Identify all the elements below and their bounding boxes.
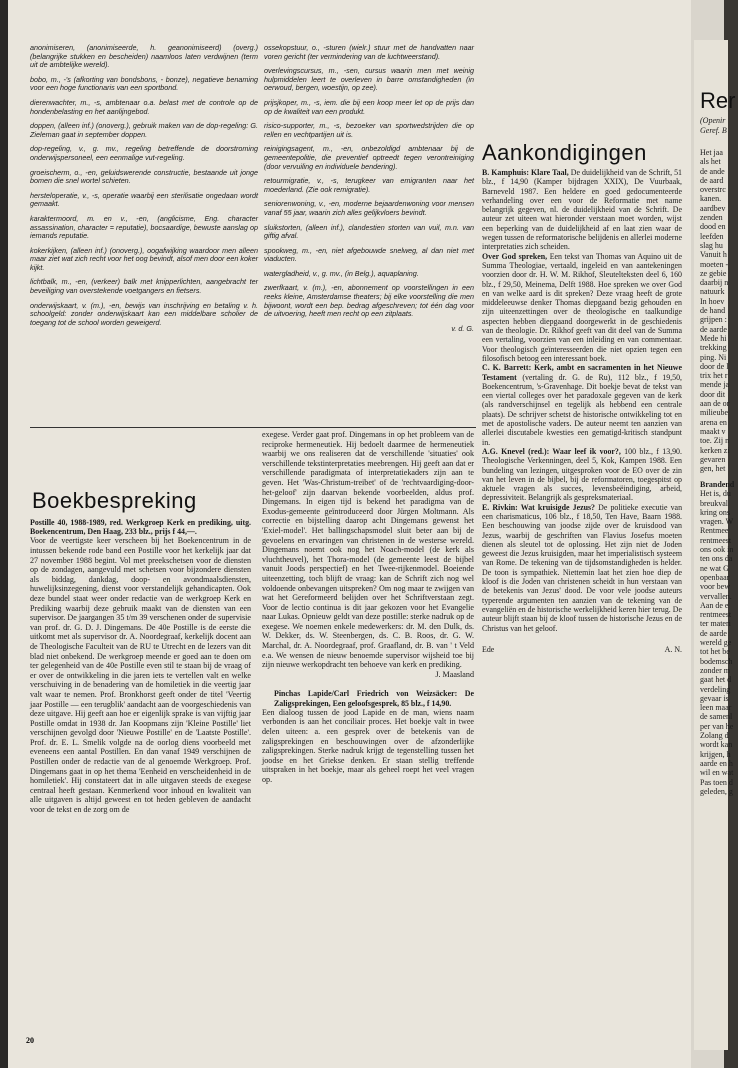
adjacent-text-line: ter materi (700, 619, 731, 629)
glossary-entry: doppen, (alleen inf.) (onoverg.), gebruik maken van de dop-regeling: G. Zieleman gaat in september doppen. (30, 121, 258, 139)
boekbespreking-column-2 (262, 430, 474, 785)
scan-edge-left (0, 0, 8, 1068)
glossary-entry: dop-regeling, v., g. mv., regeling betreffende de doorstroming onderwijspersoneel, een eenmalige vut-regeling. (30, 144, 258, 162)
adjacent-text-line: kanen. (700, 194, 722, 204)
adjacent-text-line: natuurk (700, 287, 725, 297)
adjacent-text-line: gevaren (700, 454, 726, 464)
adjacent-text-line: gen, het (700, 464, 726, 474)
adjacent-text-line: Vanuit h (700, 250, 727, 260)
adjacent-text-line: breukval (700, 498, 728, 508)
announcement-title: A.G. Knevel (red.): Waar leef ik voor?, (482, 446, 621, 456)
adjacent-text-line: wereld ge (700, 638, 732, 648)
adjacent-text-line: zonder m (700, 665, 730, 675)
adjacent-text-line: voor bew (700, 582, 730, 592)
adjacent-heading: Rer (700, 88, 736, 113)
adjacent-text-line: kerken zi (700, 445, 730, 455)
glossary-entry: sluikstorten, (alleen inf.), clandestien storten van vuil, m.n. van giftig afval. (264, 222, 474, 241)
adjacent-text-line: mende ja (700, 380, 730, 390)
glossary-column-left (30, 44, 258, 333)
adjacent-text-line: trekking (700, 343, 727, 353)
adjacent-text-line: Mede hi (700, 333, 727, 343)
lapide-lead: Pinchas Lapide/Carl Friedrich von Weizsäcker: De Zaligsprekingen, Een geloofsgesprek, 85 blz., f 14,90. (274, 689, 474, 708)
adjacent-text-line: de aard (700, 175, 724, 185)
lapide-text: Een dialoog tussen de jood Lapide en de man, wiens naam verbonden is aan het conciliair proces. Het boekje valt in twee delen uiteen: a. een gesprek over de betekenis van de zaligsprekingen en beschouwingen over de afzonderlijke zaligsprekingen. Sterke nadruk krijgt de tegenstelling tussen het joodse en het Griekse denken. Er staan stellig treffende uitspraken in het boekje, maar als geheel roept het veel vragen op. (262, 707, 474, 784)
adjacent-text-line: dood en (700, 222, 726, 232)
review-lead: Postille 40, 1988-1989, red. Werkgroep Kerk en prediking, uitg. Boekencentrum, Den Haag, 233 blz., prijs f 44,—. (30, 518, 251, 537)
adjacent-text-line: Het is, du (700, 489, 731, 499)
glossary-signature: v. d. G. (451, 323, 474, 333)
announcement-item (482, 447, 682, 503)
adjacent-text-line: kring ons (700, 507, 730, 517)
adjacent-text-line: door dit (700, 389, 726, 399)
adjacent-page-fragment (694, 40, 736, 1050)
glossary-entry: overlevingscursus, m., -sen, cursus waarin men met weinig hulpmiddelen leert te overleven in barre omstandigheden (in oerwoud, bergen, woestijn, op zee). (264, 66, 474, 93)
announcement-title: Over God spreken, (482, 251, 548, 261)
adjacent-text-line: aarde en h (700, 758, 733, 768)
adjacent-text-line: Zolang d (700, 731, 729, 741)
adjacent-subtitle-2: Geref. B (700, 126, 727, 135)
adjacent-text-line: Rentmee (700, 526, 729, 536)
glossary-entry: ossekopstuur, o., -sturen (wielr.) stuur met de handvatten naar voren gericht (ter vermindering van de luchtweerstand). (264, 43, 474, 61)
adjacent-text-line: arena en (700, 417, 727, 427)
glossary-entry: dierenwachter, m., -s, ambtenaar o.a. belast met de controle op de hondenbelasting en het aanlijngebod. (30, 97, 258, 116)
adjacent-text-line: grijpen : (700, 315, 727, 325)
page-number: 20 (26, 1036, 34, 1045)
adjacent-text-line: de aarde (700, 628, 727, 638)
review-text: Voor de veertigste keer verscheen bij het Boekencentrum in de intussen bekende rode band een Postille voor het kerkelijk jaar dat 27 november 1988 begint. Vol met preekschetsen voor de diensten op de zondagen, aangevuld met schetsen voor bijzondere diensten als biddag, dankdag, doop- en avondmaalsdiensten, huwelijksinzegening, dienst voor verstandelijk gehandicapten. Ook deze bundel staat weer onder redactie van de werkgroep Kerk en Prediking waarbij deze gebruik maakt van de diensten van een supervisor. De jaargangen 35 t/m 39 verschenen onder de supervisie van prof. dr. G. D. J. Dingemans. De 40e Postille is de eerste die uitkomt met als supervisor dr. A. Noordegraaf, kerkelijk docent aan de Theologische Faculteit van de RU te Utrecht en de lezers van dit blad niet onbekend. De werkgroep meende er goed aan te doen om ter gelegenheid van de 40e Postille even stil te staan bij de vraag of er over de ontwikkeling in die jaren iets te vertellen valt en welke verschuiving in de benadering van de homiletiek in die veertig jaar valt waar te nemen. Prof. Bronkhorst geeft onder de titel 'Veertig jaar Postille — een terugblik' aandacht aan de voorgeschiedenis van deze uitgave. Hij geeft aan hoe er eigenlijk sprake is van vijftig jaar Postille omdat in 1938 dr. Jan Koopmans zijn 'Kleine Postille' liet verschijnen gevolgd door 'Nieuwe Postille' en de 'Laatste Postille'. Prof. dr. E. L. Smelik volgde na de oorlog diens voorbeeld met eveneens een aantal Postillen. En dan vanaf 1949 verschijnen de Postillen onder de redactie van de al genoemde Werkgroep. Prof. Dingemans gaat in op het thema 'Eenheid en verscheidenheid in de homiletiek'. Hij constateert dat in alle uitgaven steeds de exegese centraal heeft gestaan. Kenmerkend voor inhoud en kwaliteit van alle uitgaven is altijd geweest en tot heden gebleven de aandacht voor de tekst en de zorg om de (30, 536, 251, 815)
glossary-entry: groeischerm, o., -en, geluidswerende constructie, bestaande uit jonge bomen die snel wortel schieten. (30, 167, 258, 186)
adjacent-text-line: toe. Zij n (700, 436, 730, 446)
review-text-continued: exegese. Verder gaat prof. Dingemans in op het probleem van de reciproke hermeneutiek. Hij bedoelt daarmee de hermeneutiek waarbij we ons realiseren dat de verschillende 'situaties' ook verschillende tekstinterpretaties meebrengen. Hij geeft aan dat er verschillende paradigmata of interpretatiekaders zijn aan te geven. Het 'Was-Christum-treibet' of de 'rechtvaardiging-door-het-geloof' zijn daarvan bekende voorbeelden, aldus prof. Dingemans. In eigen tijd is bekend het paradigma van de Exodus-gemeente geïntroduceerd door Jürgen Moltmann. Als correctie en bijstelling daarop acht Dingemans gewenst het 'Exiel-model'. Het ballingschapsmodel sluit beter aan bij de gevoelens en ervaringen van christenen in de westerse wereld. Dingemans noemt ook nog het Noach-model (de kerk als vluchtheuvel), het Thora-model (de gemeente leest de bijbel vanuit Joods perspectief) en het Twee-rijkenmodel. Boeiende uiteenzetting, toch blijft de vraag: kan de Schrift zich nog wel voldoende onbevangen uitspreken? Om nog maar te zwijgen van wat het Gereformeerd belijden over het Schriftverstaan zegt. Voor de lectio continua is dit jaar gekozen voor het Evangelie naar Lukas. Opnieuw geldt van deze postille: sterke nadruk op de exegese. We noemen enkele medewerkers: dr. M. den Dulk, ds. W. Dekker, ds. W. Steenbergen, ds. C. B. Roos, dr. G. W. Marchal, dr. A. Noordegraaf, prof. Graafland, dr. B. van ' t Veld e.a. We wensen de nieuw benoemde supervisor wijsheid toe bij zijn nieuwe werkopdracht ten behoeve van kerk en prediking. (262, 430, 474, 670)
announcement-text: De duidelijkheid van de Schrift, 51 blz., f 14,90 (Kamper bijdragen XXIX), De Vuurbaak, Barneveld 1987. Een heldere en goed gedocumenteerde verhandeling over een voor de Reformatie met name belangrijk gegeven, nl. de duidelijkheid van de Schrift. De auteur zet uiteen wat hieronder verstaan moet worden, wijst een beperking van de duidelijkheid af en laat zien waar de wegen tussen de reformatorische belijdenis en allerlei moderne interpretaties zich scheiden. (482, 168, 683, 252)
announcement-text: De politieke executie van een charismaticus, 106 blz., f 18,50, Ten Have, Baarn 1988. Een beschouwing van joodse zijde over de kruisdood van Jezus, waarbij de geschriften van Flavius Josefus moeten dienen als sleutel tot de oplossing. Het zijn niet de Joden geweest die Jezus kruisigden, maar het imperialistisch systeem van Rome. De tekening van de tijdsomstandigheden is helder. De toon is sympathiek. Niettemin laat het zien hoe diep de kloof is die Joden van christenen scheidt in hun verstaan van de betekenis van Jezus' dood. De voor vele joodse auteurs typerende argumenten ten aanzien van de tekening van de evangeliën en de historische werkelijkheid keren hier terug. De auteur blijft staan bij de kloof tussen de historische Jezus en de Christus van het geloof. (482, 502, 683, 633)
boekbespreking-column-1 (30, 518, 251, 815)
glossary-entry: onderwijskaart, v. (m.), -en, bewijs van inschrijving en betaling v. h. schoolgeld: zonder onderwijskaart kan een middelbare scholier de toegang tot de school worden geweigerd. (30, 300, 258, 327)
announcement-item (482, 252, 682, 364)
boekbespreking-heading: Boekbespreking (32, 488, 197, 513)
adjacent-text-block-1 (700, 148, 730, 473)
adjacent-text-line: Brandend (700, 480, 735, 489)
adjacent-text-line: maakt v (700, 426, 726, 436)
glossary-entry: prijsjkoper, m., -s, iem. die bij een koop meer let op de prijs dan op de kwaliteit van een produkt. (264, 97, 474, 116)
magazine-page (8, 0, 691, 1068)
adjacent-text-line: rentmeest (700, 610, 732, 620)
adjacent-text-line: In hoev (700, 296, 725, 306)
glossary-entry: reinigingsagent, m., -en, onbezoldigd ambtenaar bij de gemeentepolitie, die preventief optreedt tegen verontreiniging (door vervuiling en individuele bendering). (264, 144, 474, 171)
adjacent-text-line: Het jaa (700, 148, 723, 157)
adjacent-text-line: gevaar is (700, 693, 729, 703)
location-label: Ede (482, 644, 495, 654)
adjacent-text-line: als het (700, 157, 721, 167)
adjacent-text-line: geleden, g (700, 786, 733, 796)
adjacent-text-line: aan de or (700, 399, 730, 409)
adjacent-text-line: openbaar (700, 572, 730, 582)
adjacent-text-line: vervallen. (700, 591, 732, 601)
adjacent-text-line: de aarde (700, 324, 727, 334)
announcement-text: 100 blz., f 13,90. Theologische Verkenningen, deel 5, Kok, Kampen 1988. Een bundeling van lezingen, uitgesproken voor de EO over de zin van het leven in de bijbel, bij de reformatoren, toegespitst op aktuele vragen als succes, levensbeëindiging, arbeid, depressiviteit. Belangrijk als gespreksmateriaal. (482, 446, 682, 503)
adjacent-text-line: overstrc (700, 185, 726, 195)
adjacent-text-line: daarbij n (700, 278, 729, 288)
adjacent-text-line: wordt kan (700, 740, 733, 750)
adjacent-text-line: per van he (700, 721, 734, 731)
adjacent-text-line: Aan de e (700, 600, 729, 610)
adjacent-text-line: ping. Ni (700, 352, 727, 362)
glossary-entry: seniorenwoning, v., -en, moderne bejaardenwoning voor mensen vanaf 55 jaar, waarin zich alles gelijkvloers bevindt. (264, 199, 474, 217)
glossary-entry: zwerfkaart, v. (m.), -en, abonnement op voorstellingen in een reeks kleine, Amsterdamse theaters; bij elke voorstelling die men bijwoont, wordt een bep. bedrag afgeschreven; tot één dag voor de uitvoering, heeft men recht op een zitplaats. (264, 283, 474, 319)
announcement-text: Een tekst van Thomas van Aquino uit de Summa Theologiae, vertaald, ingeleid en van aantekeningen voorzien door dr. H. W. M. Rikhof, Sleutelteksten deel 6, 160 blz., f 29,50, Meinema, Delft 1988. Hoe spreken we over God en van welke aard is dit spreken? Deze vraag heeft de grote middeleeuwse denker Thomas diepgaand bezig gehouden en zijn uiteenzettingen over de theologische en taalkundige aspecten hebben diepgaand doorgewerkt in de geschiedenis van de theologie. Dr. Rikhof geeft van dit deel van de Summa een vertaling, voorzien van een inleiding en van commentaar. Voor theologisch geïnteresseerden die niet opzien tegen een filosofisch betoog een interessant boek. (482, 251, 682, 363)
adjacent-text-line: ons ook in (700, 545, 734, 555)
glossary-entry: karaktermoord, m. en v., -en, (anglicisme, Eng. character assassination, character = reputatie), bocsaardige, bewuste aanslag op iemands reputatie. (30, 213, 258, 241)
adjacent-text-line: leefden (700, 231, 724, 241)
glossary-column-right (264, 44, 474, 333)
announcement-title: C. K. Barrett: Kerk, ambt en sacramenten in het Nieuwe Testament (482, 363, 682, 382)
glossary-entry: lichtbalk, m., -en, (verkeer) balk met knipperlichten, aangebracht ter beveiliging van overstekende voetgangers en fietsers. (30, 277, 258, 296)
adjacent-text-line: tot het be (700, 647, 730, 657)
glossary-entry: anonimiseren, (anonimiseerde, h. geanonimiseerd) (overg.) (belangrijke stukken en bescheiden) naamloos laten verdwijnen (term uit de ambtelijke wereld). (30, 43, 258, 70)
author-initials: A. N. (664, 644, 682, 654)
adjacent-text-line: moeten - (700, 259, 729, 269)
adjacent-text-line: verdeling (700, 684, 731, 694)
glossary-entry: bobo, m., -'s (afkorting van bondsbons, - bonze), negatieve benaming voor een hoge functionaris van een sportbond. (30, 74, 258, 93)
adjacent-text-line: door de l (700, 361, 729, 371)
adjacent-text-line: krijgen, h (700, 749, 731, 759)
adjacent-text-line: de hand (700, 306, 726, 316)
adjacent-text-line: rentmeest (700, 535, 732, 545)
section-divider (30, 427, 476, 428)
glossary-entry: kokerkijken, (alleen inf.) (onoverg.), oogafwijking waardoor men alleen maar ziet wat zich recht voor het oog bevindt, alsof men door een koker kijkt. (30, 245, 258, 272)
adjacent-text-line: vragen. W (700, 517, 734, 527)
announcement-item (482, 503, 682, 633)
review-signature: J. Maasland (435, 669, 474, 679)
announcement-title: B. Kamphuis: Klare Taal, (482, 168, 569, 177)
adjacent-text-line: leen maar (700, 703, 732, 713)
adjacent-text-line: milieube (700, 408, 728, 418)
adjacent-text-block-2 (700, 480, 734, 796)
adjacent-text-line: bodemsch (700, 656, 733, 666)
glossary-entry: retourmigratie, v., -s, terugkeer van emigranten naar het moederland. (Zie ook remigratie). (264, 176, 474, 194)
glossary-entry: hersteloperatie, v., -s, operatie waarbij een sterilisatie ongedaan wordt gemaakt. (30, 190, 258, 209)
adjacent-subtitle-1: (Openir (700, 116, 726, 125)
adjacent-text-line: wil en wat (700, 768, 734, 778)
adjacent-text-line: zenden (700, 213, 723, 223)
adjacent-text-line: de ande (700, 166, 725, 176)
adjacent-text-line: ten ons da (700, 554, 733, 564)
glossary-entry: spookweg, m., -en, niet afgebouwde snelweg, al dan niet met viaducten. (264, 245, 474, 264)
adjacent-text-line: gaat het d (700, 675, 732, 685)
announcement-item (482, 168, 682, 252)
adjacent-text-line: aardbev (700, 203, 726, 213)
glossary-entry: watergladheid, v., g. mv., (in Belg.), aquaplaning. (264, 268, 419, 278)
adjacent-text-line: ze gebie (700, 268, 727, 278)
adjacent-text-line: ne wat G (700, 563, 729, 573)
glossary-entry: risico-supporter, m., -s, bezoeker van sportwedstrijden die op rellen en vechtpartijen uit is. (264, 121, 474, 139)
announcement-title: E. Rivkin: Wat kruisigde Jezus? (482, 502, 595, 512)
announcement-item (482, 363, 682, 447)
aankondigingen-column (482, 168, 682, 654)
adjacent-text-line: Pas toen d (700, 777, 733, 787)
adjacent-text-line: slag hu (700, 240, 723, 250)
adjacent-text-line: de samenl (700, 712, 733, 722)
adjacent-text-line: trix het r (700, 371, 728, 381)
announcement-text: (vertaling dr. G. de Ru), 112 blz., f 19,50, Boekencentrum, 's-Gravenhage. Dit boekje bevat de tekst van een viertal colleges over het paradoxale gegeven van de kerk (als randverschijnsel en tegelijk als hebbend een centrale plaats). De schrijver schetst de historische ontwikkeling tot en met de apostolische vaders. De auteur neemt ten aanzien van allerlei discutabele kwesties een gematigd-kritisch standpunt in. (482, 372, 682, 447)
aankondigingen-heading: Aankondigingen (482, 140, 647, 165)
announcements-footer (482, 645, 682, 654)
